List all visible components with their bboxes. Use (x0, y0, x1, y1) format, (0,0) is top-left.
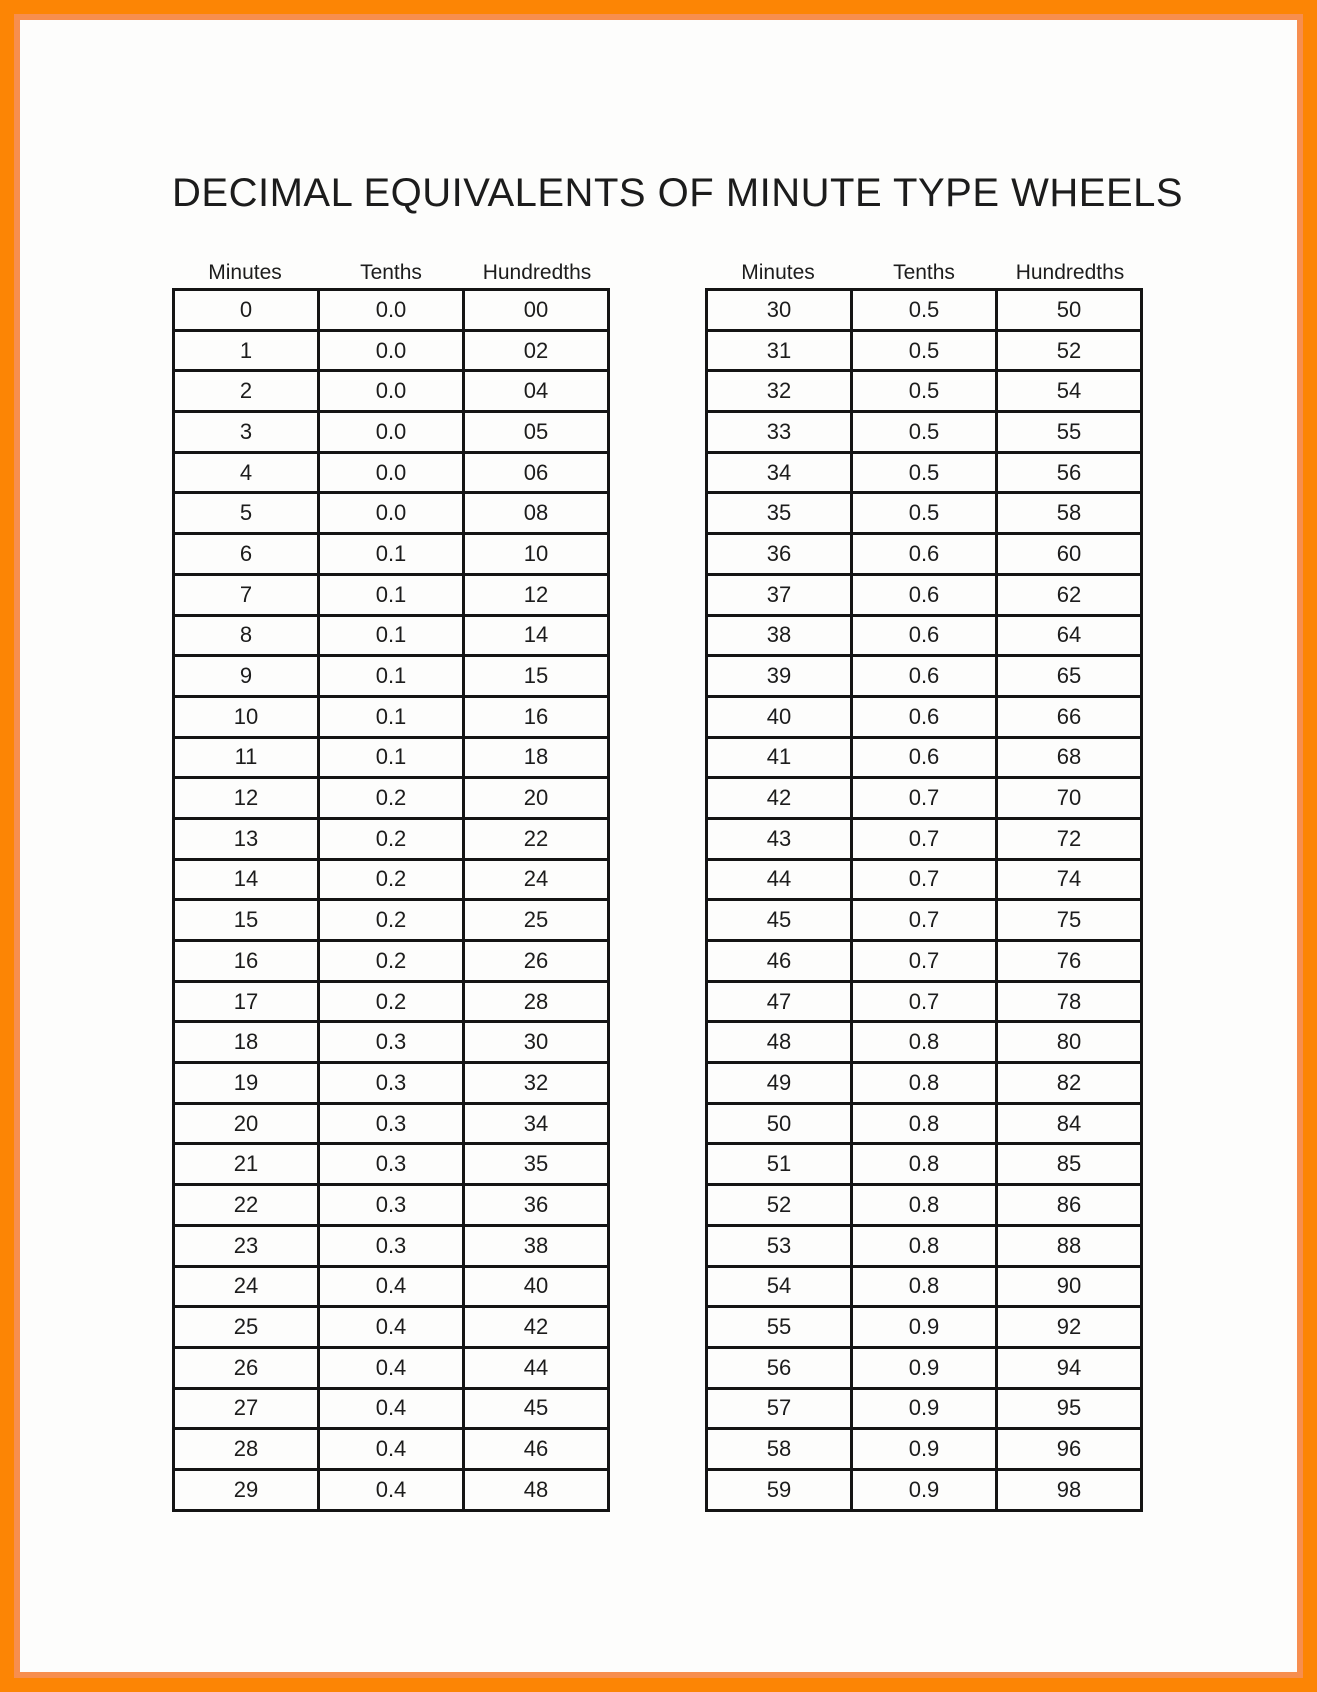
hundredths-cell: 20 (464, 778, 609, 819)
table-row (174, 941, 609, 982)
table-row (174, 1347, 609, 1388)
minutes-cell: 13 (174, 818, 319, 859)
tenths-cell: 0.8 (852, 1103, 997, 1144)
table-row (707, 1225, 1142, 1266)
hundredths-cell: 98 (997, 1469, 1142, 1510)
table-row (707, 330, 1142, 371)
hundredths-cell: 40 (464, 1266, 609, 1307)
table-body (174, 290, 609, 1511)
tenths-cell: 0.0 (319, 330, 464, 371)
hundredths-cell: 15 (464, 656, 609, 697)
hundredths-cell: 30 (464, 1022, 609, 1063)
table-row (707, 778, 1142, 819)
minutes-cell: 19 (174, 1063, 319, 1104)
table-body (707, 290, 1142, 1511)
minutes-cell: 43 (707, 818, 852, 859)
tenths-cell: 0.6 (852, 615, 997, 656)
minutes-cell: 12 (174, 778, 319, 819)
table-row (174, 1225, 609, 1266)
hundredths-cell: 45 (464, 1388, 609, 1429)
tenths-cell: 0.1 (319, 534, 464, 575)
hundredths-cell: 34 (464, 1103, 609, 1144)
hundredths-cell: 46 (464, 1429, 609, 1470)
tenths-cell: 0.0 (319, 290, 464, 331)
decimal-table (172, 288, 610, 1512)
tables-container (172, 244, 1143, 1512)
tenths-cell: 0.6 (852, 534, 997, 575)
hundredths-cell: 84 (997, 1103, 1142, 1144)
hundredths-cell: 05 (464, 412, 609, 453)
tenths-cell: 0.1 (319, 574, 464, 615)
hundredths-cell: 12 (464, 574, 609, 615)
decimal-table (705, 288, 1143, 1512)
hundredths-cell: 54 (997, 371, 1142, 412)
tenths-cell: 0.6 (852, 656, 997, 697)
hundredths-cell: 86 (997, 1185, 1142, 1226)
tenths-cell: 0.2 (319, 981, 464, 1022)
hundredths-cell: 08 (464, 493, 609, 534)
hundredths-cell: 58 (997, 493, 1142, 534)
minutes-cell: 17 (174, 981, 319, 1022)
tenths-cell: 0.3 (319, 1022, 464, 1063)
hundredths-cell: 35 (464, 1144, 609, 1185)
hundredths-cell: 02 (464, 330, 609, 371)
hundredths-cell: 82 (997, 1063, 1142, 1104)
table-row (174, 1469, 609, 1510)
hundredths-cell: 10 (464, 534, 609, 575)
table-row (174, 452, 609, 493)
hundredths-cell: 76 (997, 941, 1142, 982)
table-row (174, 818, 609, 859)
table-row (174, 1429, 609, 1470)
minutes-cell: 49 (707, 1063, 852, 1104)
minutes-cell: 25 (174, 1307, 319, 1348)
hundredths-cell: 52 (997, 330, 1142, 371)
tenths-cell: 0.8 (852, 1144, 997, 1185)
hundredths-cell: 38 (464, 1225, 609, 1266)
table-row (707, 412, 1142, 453)
table-header-row (172, 244, 610, 288)
hundredths-cell: 16 (464, 696, 609, 737)
table-row (174, 615, 609, 656)
column-header-hundredths: Hundredths (1015, 261, 1125, 284)
tenths-cell: 0.4 (319, 1347, 464, 1388)
tenths-cell: 0.2 (319, 941, 464, 982)
table-row (707, 1347, 1142, 1388)
minutes-cell: 0 (174, 290, 319, 331)
tenths-cell: 0.0 (319, 412, 464, 453)
table-row (174, 412, 609, 453)
table-row (174, 1185, 609, 1226)
tenths-cell: 0.6 (852, 696, 997, 737)
minutes-cell: 53 (707, 1225, 852, 1266)
table-row (707, 1103, 1142, 1144)
tenths-cell: 0.7 (852, 900, 997, 941)
table-row (174, 696, 609, 737)
hundredths-cell: 64 (997, 615, 1142, 656)
minutes-cell: 23 (174, 1225, 319, 1266)
minutes-cell: 59 (707, 1469, 852, 1510)
tenths-cell: 0.9 (852, 1429, 997, 1470)
hundredths-cell: 32 (464, 1063, 609, 1104)
hundredths-cell: 00 (464, 290, 609, 331)
tenths-cell: 0.2 (319, 859, 464, 900)
hundredths-cell: 72 (997, 818, 1142, 859)
table-row (174, 1063, 609, 1104)
tenths-cell: 0.5 (852, 290, 997, 331)
tenths-cell: 0.3 (319, 1103, 464, 1144)
minutes-cell: 50 (707, 1103, 852, 1144)
hundredths-cell: 65 (997, 656, 1142, 697)
minutes-cell: 30 (707, 290, 852, 331)
table-row (707, 574, 1142, 615)
minutes-cell: 51 (707, 1144, 852, 1185)
hundredths-cell: 26 (464, 941, 609, 982)
table-row (174, 290, 609, 331)
hundredths-cell: 94 (997, 1347, 1142, 1388)
tenths-cell: 0.7 (852, 778, 997, 819)
tenths-cell: 0.2 (319, 818, 464, 859)
hundredths-cell: 50 (997, 290, 1142, 331)
minutes-cell: 54 (707, 1266, 852, 1307)
minutes-cell: 42 (707, 778, 852, 819)
minutes-cell: 37 (707, 574, 852, 615)
table-row (174, 1307, 609, 1348)
table-row (707, 452, 1142, 493)
tenths-cell: 0.4 (319, 1307, 464, 1348)
minutes-cell: 26 (174, 1347, 319, 1388)
table-row (174, 778, 609, 819)
hundredths-cell: 78 (997, 981, 1142, 1022)
table-row (707, 859, 1142, 900)
hundredths-cell: 44 (464, 1347, 609, 1388)
column-header-hundredths: Hundredths (482, 261, 592, 284)
minutes-cell: 21 (174, 1144, 319, 1185)
minutes-cell: 41 (707, 737, 852, 778)
minutes-cell: 22 (174, 1185, 319, 1226)
hundredths-cell: 60 (997, 534, 1142, 575)
table-row (707, 900, 1142, 941)
table-row (174, 534, 609, 575)
hundredths-cell: 42 (464, 1307, 609, 1348)
tenths-cell: 0.1 (319, 656, 464, 697)
table-row (707, 656, 1142, 697)
tenths-cell: 0.2 (319, 778, 464, 819)
tenths-cell: 0.8 (852, 1266, 997, 1307)
minutes-cell: 24 (174, 1266, 319, 1307)
column-header-minutes: Minutes (741, 261, 815, 284)
minutes-cell: 31 (707, 330, 852, 371)
table-row (174, 737, 609, 778)
minutes-cell: 33 (707, 412, 852, 453)
minutes-cell: 16 (174, 941, 319, 982)
table-row (174, 1388, 609, 1429)
minutes-cell: 11 (174, 737, 319, 778)
table-row (707, 1266, 1142, 1307)
minutes-cell: 3 (174, 412, 319, 453)
table-row (707, 1307, 1142, 1348)
table-row (707, 534, 1142, 575)
decimal-table-left (172, 244, 610, 1512)
minutes-cell: 29 (174, 1469, 319, 1510)
table-row (707, 737, 1142, 778)
table-row (174, 1022, 609, 1063)
tenths-cell: 0.7 (852, 859, 997, 900)
hundredths-cell: 96 (997, 1429, 1142, 1470)
tenths-cell: 0.4 (319, 1429, 464, 1470)
table-row (707, 1144, 1142, 1185)
minutes-cell: 47 (707, 981, 852, 1022)
hundredths-cell: 70 (997, 778, 1142, 819)
tenths-cell: 0.0 (319, 452, 464, 493)
minutes-cell: 14 (174, 859, 319, 900)
minutes-cell: 32 (707, 371, 852, 412)
table-row (707, 1429, 1142, 1470)
tenths-cell: 0.3 (319, 1063, 464, 1104)
tenths-cell: 0.0 (319, 371, 464, 412)
minutes-cell: 6 (174, 534, 319, 575)
tenths-cell: 0.2 (319, 900, 464, 941)
table-row (707, 1388, 1142, 1429)
page-title: DECIMAL EQUIVALENTS OF MINUTE TYPE WHEELS (172, 171, 1184, 215)
minutes-cell: 55 (707, 1307, 852, 1348)
minutes-cell: 18 (174, 1022, 319, 1063)
tenths-cell: 0.7 (852, 941, 997, 982)
column-header-tenths: Tenths (893, 261, 955, 284)
hundredths-cell: 36 (464, 1185, 609, 1226)
minutes-cell: 57 (707, 1388, 852, 1429)
minutes-cell: 48 (707, 1022, 852, 1063)
tenths-cell: 0.6 (852, 737, 997, 778)
minutes-cell: 45 (707, 900, 852, 941)
table-row (174, 981, 609, 1022)
minutes-cell: 4 (174, 452, 319, 493)
hundredths-cell: 48 (464, 1469, 609, 1510)
minutes-cell: 56 (707, 1347, 852, 1388)
tenths-cell: 0.9 (852, 1307, 997, 1348)
table-row (707, 696, 1142, 737)
table-row (707, 290, 1142, 331)
tenths-cell: 0.5 (852, 452, 997, 493)
hundredths-cell: 68 (997, 737, 1142, 778)
tenths-cell: 0.3 (319, 1185, 464, 1226)
tenths-cell: 0.6 (852, 574, 997, 615)
table-row (707, 941, 1142, 982)
minutes-cell: 1 (174, 330, 319, 371)
tenths-cell: 0.9 (852, 1347, 997, 1388)
minutes-cell: 7 (174, 574, 319, 615)
table-row (174, 900, 609, 941)
table-row (174, 1144, 609, 1185)
table-row (707, 981, 1142, 1022)
decimal-table-right (705, 244, 1143, 1512)
hundredths-cell: 90 (997, 1266, 1142, 1307)
tenths-cell: 0.8 (852, 1225, 997, 1266)
tenths-cell: 0.4 (319, 1388, 464, 1429)
minutes-cell: 34 (707, 452, 852, 493)
hundredths-cell: 55 (997, 412, 1142, 453)
document-page (14, 14, 1303, 1678)
minutes-cell: 58 (707, 1429, 852, 1470)
hundredths-cell: 85 (997, 1144, 1142, 1185)
table-row (707, 1469, 1142, 1510)
table-row (707, 493, 1142, 534)
tenths-cell: 0.8 (852, 1022, 997, 1063)
minutes-cell: 8 (174, 615, 319, 656)
minutes-cell: 35 (707, 493, 852, 534)
hundredths-cell: 06 (464, 452, 609, 493)
hundredths-cell: 22 (464, 818, 609, 859)
tenths-cell: 0.3 (319, 1144, 464, 1185)
tenths-cell: 0.1 (319, 737, 464, 778)
table-row (707, 818, 1142, 859)
minutes-cell: 28 (174, 1429, 319, 1470)
table-row (707, 1022, 1142, 1063)
minutes-cell: 38 (707, 615, 852, 656)
tenths-cell: 0.1 (319, 615, 464, 656)
table-row (174, 1266, 609, 1307)
tenths-cell: 0.5 (852, 412, 997, 453)
minutes-cell: 2 (174, 371, 319, 412)
tenths-cell: 0.8 (852, 1063, 997, 1104)
hundredths-cell: 75 (997, 900, 1142, 941)
minutes-cell: 15 (174, 900, 319, 941)
hundredths-cell: 24 (464, 859, 609, 900)
table-row (707, 371, 1142, 412)
table-header-row (705, 244, 1143, 288)
hundredths-cell: 18 (464, 737, 609, 778)
tenths-cell: 0.3 (319, 1225, 464, 1266)
tenths-cell: 0.7 (852, 981, 997, 1022)
minutes-cell: 39 (707, 656, 852, 697)
minutes-cell: 44 (707, 859, 852, 900)
minutes-cell: 27 (174, 1388, 319, 1429)
column-header-minutes: Minutes (208, 261, 282, 284)
minutes-cell: 20 (174, 1103, 319, 1144)
minutes-cell: 46 (707, 941, 852, 982)
hundredths-cell: 28 (464, 981, 609, 1022)
tenths-cell: 0.5 (852, 493, 997, 534)
hundredths-cell: 92 (997, 1307, 1142, 1348)
hundredths-cell: 04 (464, 371, 609, 412)
table-row (174, 859, 609, 900)
hundredths-cell: 62 (997, 574, 1142, 615)
hundredths-cell: 56 (997, 452, 1142, 493)
table-row (707, 1185, 1142, 1226)
minutes-cell: 5 (174, 493, 319, 534)
minutes-cell: 52 (707, 1185, 852, 1226)
table-row (174, 371, 609, 412)
table-row (707, 615, 1142, 656)
tenths-cell: 0.9 (852, 1469, 997, 1510)
tenths-cell: 0.0 (319, 493, 464, 534)
tenths-cell: 0.8 (852, 1185, 997, 1226)
hundredths-cell: 80 (997, 1022, 1142, 1063)
table-row (174, 1103, 609, 1144)
minutes-cell: 40 (707, 696, 852, 737)
tenths-cell: 0.4 (319, 1469, 464, 1510)
hundredths-cell: 25 (464, 900, 609, 941)
hundredths-cell: 74 (997, 859, 1142, 900)
table-row (174, 493, 609, 534)
tenths-cell: 0.1 (319, 696, 464, 737)
minutes-cell: 9 (174, 656, 319, 697)
tenths-cell: 0.5 (852, 330, 997, 371)
hundredths-cell: 95 (997, 1388, 1142, 1429)
tenths-cell: 0.7 (852, 818, 997, 859)
hundredths-cell: 66 (997, 696, 1142, 737)
tenths-cell: 0.9 (852, 1388, 997, 1429)
column-header-tenths: Tenths (360, 261, 422, 284)
minutes-cell: 10 (174, 696, 319, 737)
table-row (707, 1063, 1142, 1104)
table-row (174, 574, 609, 615)
minutes-cell: 36 (707, 534, 852, 575)
tenths-cell: 0.5 (852, 371, 997, 412)
hundredths-cell: 88 (997, 1225, 1142, 1266)
table-row (174, 330, 609, 371)
hundredths-cell: 14 (464, 615, 609, 656)
tenths-cell: 0.4 (319, 1266, 464, 1307)
table-row (174, 656, 609, 697)
